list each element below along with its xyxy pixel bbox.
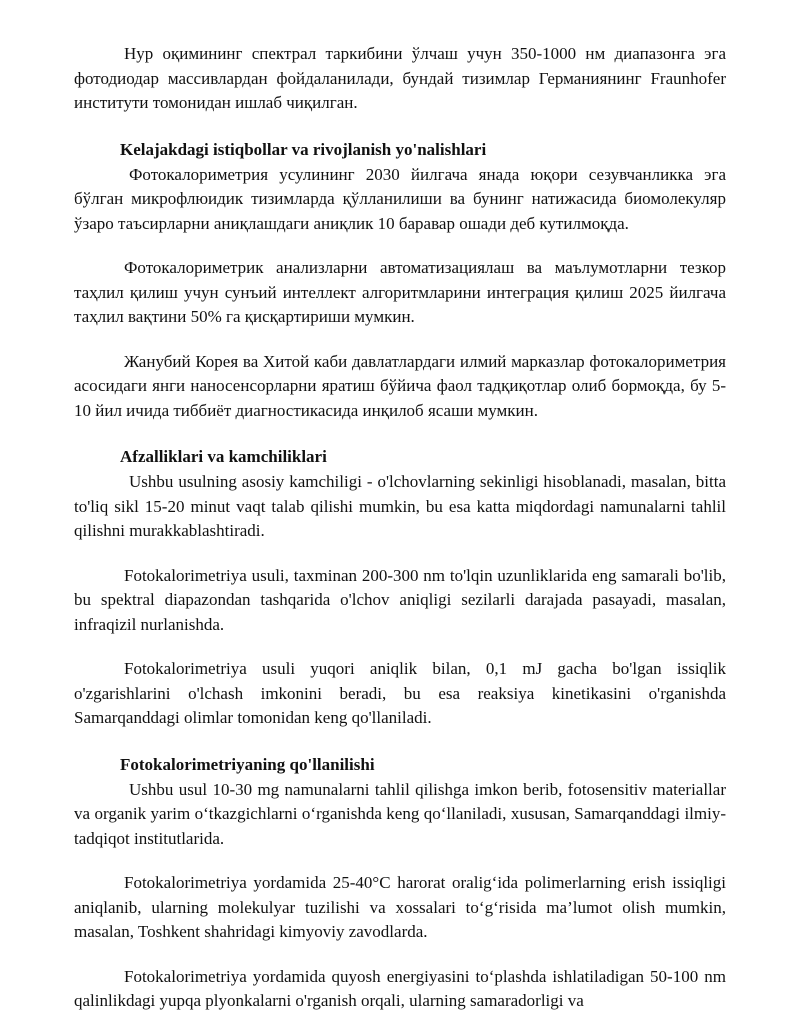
section-heading-prospects: Kelajakdagi istiqbollar va rivojlanish yo'nalishlari bbox=[120, 139, 487, 159]
paragraph: Фотокалориметрик анализларни автоматизациялаш ва маълумотларни тезкор таҳлил қилиш учун сунъий интеллект алгоритмларини интеграция қилиш 2025 йилгача таҳлил вақтини 50% га қисқартириши мумкин. bbox=[74, 258, 726, 326]
paragraph: Ushbu usulning asosiy kamchiligi - o'lchovlarning sekinligi hisoblanadi, masalan, bitta to'liq sikl 15-20 minut vaqt talab qilishi mumkin, bu esa katta miqdordagi namunalarni tahlil qilishni murakkablashtiradi. bbox=[74, 472, 726, 540]
intro-paragraph: Нур оқимининг спектрал таркибини ўлчаш учун 350-1000 нм диапазонга эга фотодиодар массивлардан фойдаланилади, бундай тизимлар Германиянинг Fraunhofer институти томонидан ишлаб чиқилган. bbox=[74, 44, 726, 112]
document-page bbox=[74, 42, 726, 1014]
paragraph: Fotokalorimetriya yordamida 25-40°C harorat oralig‘ida polimerlarning erish issiqligi aniqlanib, ularning molekulyar tuzilishi va xossalari to‘g‘risida ma’lumot olish mumkin, masalan, Toshkent shahridagi kimyoviy zavodlarda. bbox=[74, 873, 726, 941]
paragraph: Фотокалориметрия усулининг 2030 йилгача янада юқори сезувчанликка эга бўлган микрофлюидик тизимларда қўлланилиши ва бунинг натижасида биомолекуляр ўзаро таъсирларни аниқлашдаги аниқлик 10 баравар ошади деб кутилмоқда. bbox=[74, 164, 726, 233]
paragraph: Fotokalorimetriya usuli, taxminan 200-300 nm to'lqin uzunliklarida eng samarali bo'lib, bu spektral diapazondan tashqarida o'lchov aniqligi sezilarli darajada pasayadi, masalan, infraqizil nurlanishda. bbox=[74, 565, 726, 634]
paragraph: Fotokalorimetriya yordamida quyosh energiyasini to‘plashda ishlatiladigan 50-100 nm qalinlikdagi yupqa plyonkalarni o'rganish orqali, ularning samaradorligi va bbox=[74, 966, 726, 1010]
paragraph: Жанубий Корея ва Хитой каби давлатлардаги илмий марказлар фотокалориметрия асосидаги янги наносенсорларни яратиш бўйича фаол тадқиқотлар олиб бормоқда, бу 5-10 йил ичида тиббиёт диагностикасида инқилоб ясаши мумкин. bbox=[74, 351, 726, 420]
section-heading-applications: Fotokalorimetriyaning qo'llanilishi bbox=[120, 754, 375, 774]
paragraph: Ushbu usul 10-30 mg namunalarni tahlil qilishga imkon berib, fotosensitiv materiallar va organik yarim o‘tkazgichlarni o‘rganishda keng qo‘llaniladi, xususan, Samarqanddagi ilmiy-tadqiqot institutlarida. bbox=[74, 779, 726, 848]
paragraph: Fotokalorimetriya usuli yuqori aniqlik bilan, 0,1 mJ gacha bo'lgan issiqlik o'zgarishlarini o'lchash imkonini beradi, bu esa reaksiya kinetikasini o'rganishda Samarqanddagi olimlar tomonidan keng qo'llaniladi. bbox=[74, 659, 726, 727]
section-heading-advantages: Afzalliklari va kamchiliklari bbox=[120, 447, 327, 466]
